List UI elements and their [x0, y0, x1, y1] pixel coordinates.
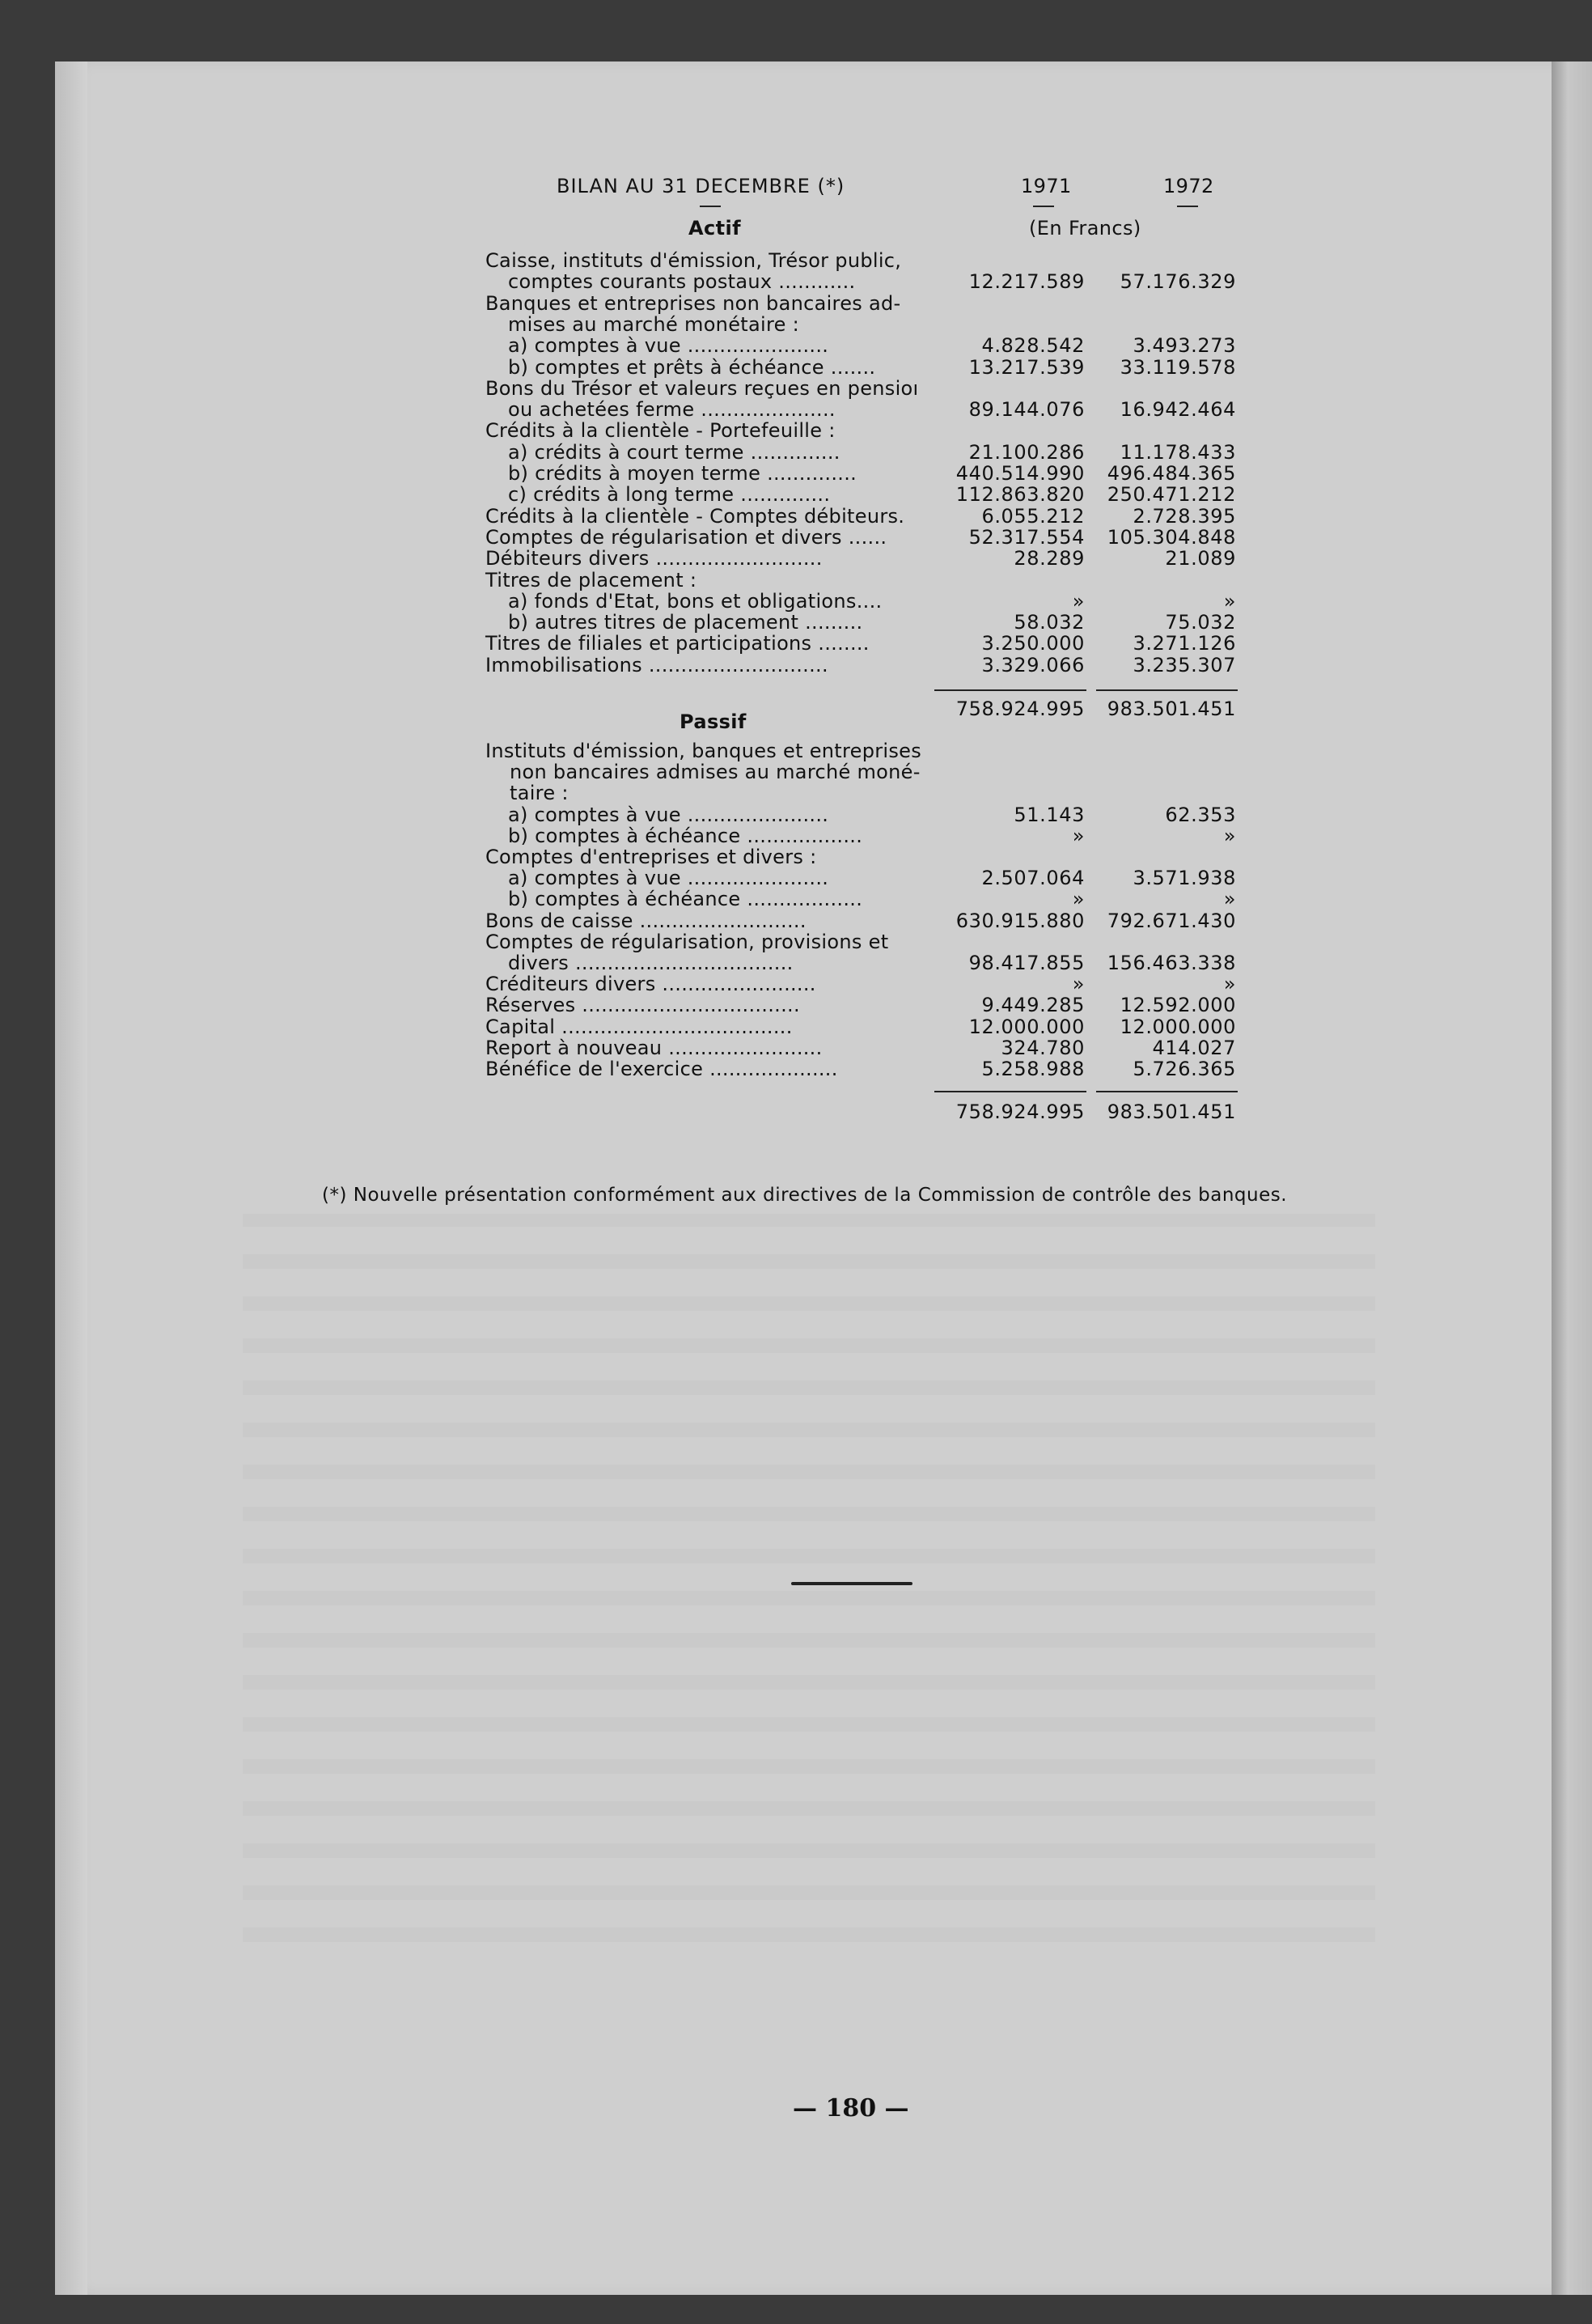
row-label: divers ..................................: [508, 952, 794, 974]
value-1971: 112.863.820: [955, 483, 1085, 507]
value-1971: 2.507.064: [981, 867, 1085, 890]
actif-heading-dash: [700, 206, 721, 207]
table-row: [0, 334, 1592, 358]
value-1972: 11.178.433: [1120, 440, 1236, 464]
column-header-1971: 1971: [1021, 175, 1072, 197]
total-rule: [934, 689, 1086, 691]
table-row: [0, 888, 1592, 909]
value-1971: »: [1072, 888, 1085, 911]
value-1971: 28.289: [1014, 547, 1085, 570]
table-row: [0, 740, 1592, 761]
passif-heading: Passif: [680, 710, 747, 733]
table-row: [0, 910, 1592, 931]
passif-total-1972: 983.501.451: [1107, 1101, 1236, 1123]
value-1972: 792.671.430: [1107, 909, 1236, 932]
total-rule: [1096, 689, 1238, 691]
table-row: [0, 249, 1592, 270]
value-1972: 12.592.000: [1120, 994, 1236, 1017]
table-row: [0, 398, 1592, 422]
table-row: [0, 590, 1592, 611]
value-1971: 12.000.000: [968, 1015, 1085, 1038]
row-label: Report à nouveau ........................: [485, 1036, 823, 1059]
value-1972: »: [1223, 589, 1236, 613]
table-row: [0, 846, 1592, 867]
row-label: Titres de placement :: [485, 568, 697, 592]
table-row: [0, 547, 1592, 568]
value-1972: 62.353: [1165, 803, 1236, 826]
row-label: Capital ....................................: [485, 1015, 793, 1038]
table-row: [0, 462, 1592, 483]
passif-total-1971: 758.924.995: [955, 1101, 1085, 1123]
value-1971: 630.915.880: [955, 909, 1085, 932]
total-rule: [1096, 1091, 1238, 1092]
value-1971: »: [1072, 824, 1085, 847]
row-label: Débiteurs divers ..........................: [485, 547, 823, 570]
value-1971: 13.217.539: [968, 355, 1085, 379]
currency-unit: (En Francs): [1029, 217, 1141, 240]
value-1972: »: [1223, 888, 1236, 911]
table-row: [0, 569, 1592, 590]
row-label: Caisse, instituts d'émission, Trésor public,: [485, 249, 902, 272]
row-label: Comptes de régularisation, provisions et: [485, 930, 889, 953]
value-1971: 21.100.286: [968, 440, 1085, 464]
table-row: [0, 1058, 1592, 1079]
column-header-1972: 1972: [1163, 175, 1214, 197]
row-label: b) crédits à moyen terme ..............: [508, 462, 857, 485]
table-row: [0, 804, 1592, 825]
column-header-dash: [1033, 206, 1054, 207]
value-1972: 57.176.329: [1120, 270, 1236, 294]
value-1972: 3.493.273: [1133, 334, 1236, 358]
value-1972: 105.304.848: [1107, 525, 1236, 549]
row-label: Bons du Trésor et valeurs reçues en pensioı: [485, 376, 919, 400]
table-row: [0, 526, 1592, 547]
value-1972: 21.089: [1165, 547, 1236, 570]
ornament-rule: [791, 1582, 912, 1585]
row-label: c) crédits à long terme ..............: [508, 483, 831, 507]
value-1972: »: [1223, 973, 1236, 996]
row-label: a) comptes à vue ......................: [508, 334, 829, 358]
value-1972: 3.571.938: [1133, 867, 1236, 890]
value-1972: »: [1223, 824, 1236, 847]
row-label: mises au marché monétaire :: [508, 312, 799, 336]
table-row: [0, 782, 1592, 803]
table-row: [0, 483, 1592, 507]
value-1971: 89.144.076: [968, 398, 1085, 422]
row-label: Immobilisations ............................: [485, 653, 828, 676]
value-1971: 12.217.589: [968, 270, 1085, 294]
value-1972: 156.463.338: [1107, 952, 1236, 974]
actif-total-1972: 983.501.451: [1107, 698, 1236, 720]
actif-total-1971: 758.924.995: [955, 698, 1085, 720]
value-1971: 4.828.542: [981, 334, 1085, 358]
value-1972: 250.471.212: [1107, 483, 1236, 507]
value-1972: 33.119.578: [1120, 355, 1236, 379]
table-row: [0, 973, 1592, 994]
row-label: Crédits à la clientèle - Portefeuille :: [485, 419, 836, 443]
value-1972: 2.728.395: [1133, 504, 1236, 528]
page-number: — 180 —: [793, 2094, 909, 2123]
row-label: non bancaires admises au marché moné-: [510, 761, 921, 784]
row-label: Comptes de régularisation et divers ......: [485, 525, 887, 549]
table-row: [0, 632, 1592, 653]
value-1971: 3.329.066: [981, 653, 1085, 676]
total-rule: [934, 1091, 1086, 1092]
value-1972: 3.235.307: [1133, 653, 1236, 676]
table-row: [0, 611, 1592, 632]
table-row: [0, 441, 1592, 462]
row-label: a) comptes à vue ......................: [508, 803, 829, 826]
row-label: taire :: [510, 782, 569, 805]
value-1972: 496.484.365: [1107, 462, 1236, 485]
table-row: [0, 952, 1592, 973]
table-row: [0, 825, 1592, 846]
row-label: Réserves ..................................: [485, 994, 800, 1017]
row-label: Bénéfice de l'exercice ....................: [485, 1058, 838, 1080]
value-1972: 414.027: [1152, 1036, 1236, 1059]
row-label: a) crédits à court terme ..............: [508, 440, 840, 464]
row-label: Titres de filiales et participations ........: [485, 632, 870, 655]
row-label: Créditeurs divers ........................: [485, 973, 816, 996]
statement-title: BILAN AU 31 DECEMBRE (*): [557, 175, 845, 197]
value-1971: »: [1072, 589, 1085, 613]
row-label: a) comptes à vue ......................: [508, 867, 829, 890]
table-row: [0, 761, 1592, 782]
row-label: Banques et entreprises non bancaires ad-: [485, 291, 901, 315]
column-header-dash: [1177, 206, 1198, 207]
actif-heading: Actif: [688, 217, 741, 240]
value-1972: 3.271.126: [1133, 632, 1236, 655]
value-1971: 5.258.988: [981, 1058, 1085, 1080]
table-row: [0, 994, 1592, 1015]
row-label: comptes courants postaux ............: [508, 270, 856, 294]
table-row: [0, 867, 1592, 888]
row-label: Bons de caisse ..........................: [485, 909, 807, 932]
table-row: [0, 505, 1592, 526]
footnote: (*) Nouvelle présentation conformément aux directives de la Commission de contrôle des banques.: [322, 1185, 1288, 1206]
value-1971: 6.055.212: [981, 504, 1085, 528]
row-label: b) autres titres de placement .........: [508, 611, 863, 634]
table-row: [0, 377, 1592, 398]
value-1972: 75.032: [1165, 611, 1236, 634]
table-row: [0, 931, 1592, 952]
value-1971: 52.317.554: [968, 525, 1085, 549]
row-label: ou achetées ferme .....................: [508, 398, 836, 422]
table-row: [0, 313, 1592, 334]
row-label: a) fonds d'Etat, bons et obligations....: [508, 589, 883, 613]
value-1971: 51.143: [1014, 803, 1085, 826]
table-row: [0, 654, 1592, 675]
table-row: [0, 1016, 1592, 1037]
table-row: [0, 1037, 1592, 1058]
table-row: [0, 292, 1592, 313]
value-1971: »: [1072, 973, 1085, 996]
value-1972: 16.942.464: [1120, 398, 1236, 422]
value-1971: 58.032: [1014, 611, 1085, 634]
value-1971: 98.417.855: [968, 952, 1085, 974]
value-1971: 324.780: [1001, 1036, 1085, 1059]
row-label: b) comptes à échéance ..................: [508, 888, 863, 911]
value-1972: 12.000.000: [1120, 1015, 1236, 1038]
value-1972: 5.726.365: [1133, 1058, 1236, 1080]
table-row: [0, 419, 1592, 443]
row-label: Comptes d'entreprises et divers :: [485, 846, 817, 868]
value-1971: 9.449.285: [981, 994, 1085, 1017]
value-1971: 3.250.000: [981, 632, 1085, 655]
row-label: Instituts d'émission, banques et entreprises: [485, 740, 922, 762]
row-label: b) comptes et prêts à échéance .......: [508, 355, 876, 379]
table-row: [0, 270, 1592, 294]
value-1971: 440.514.990: [955, 462, 1085, 485]
row-label: b) comptes à échéance ..................: [508, 824, 863, 847]
table-row: [0, 356, 1592, 377]
row-label: Crédits à la clientèle - Comptes débiteurs.: [485, 504, 905, 528]
